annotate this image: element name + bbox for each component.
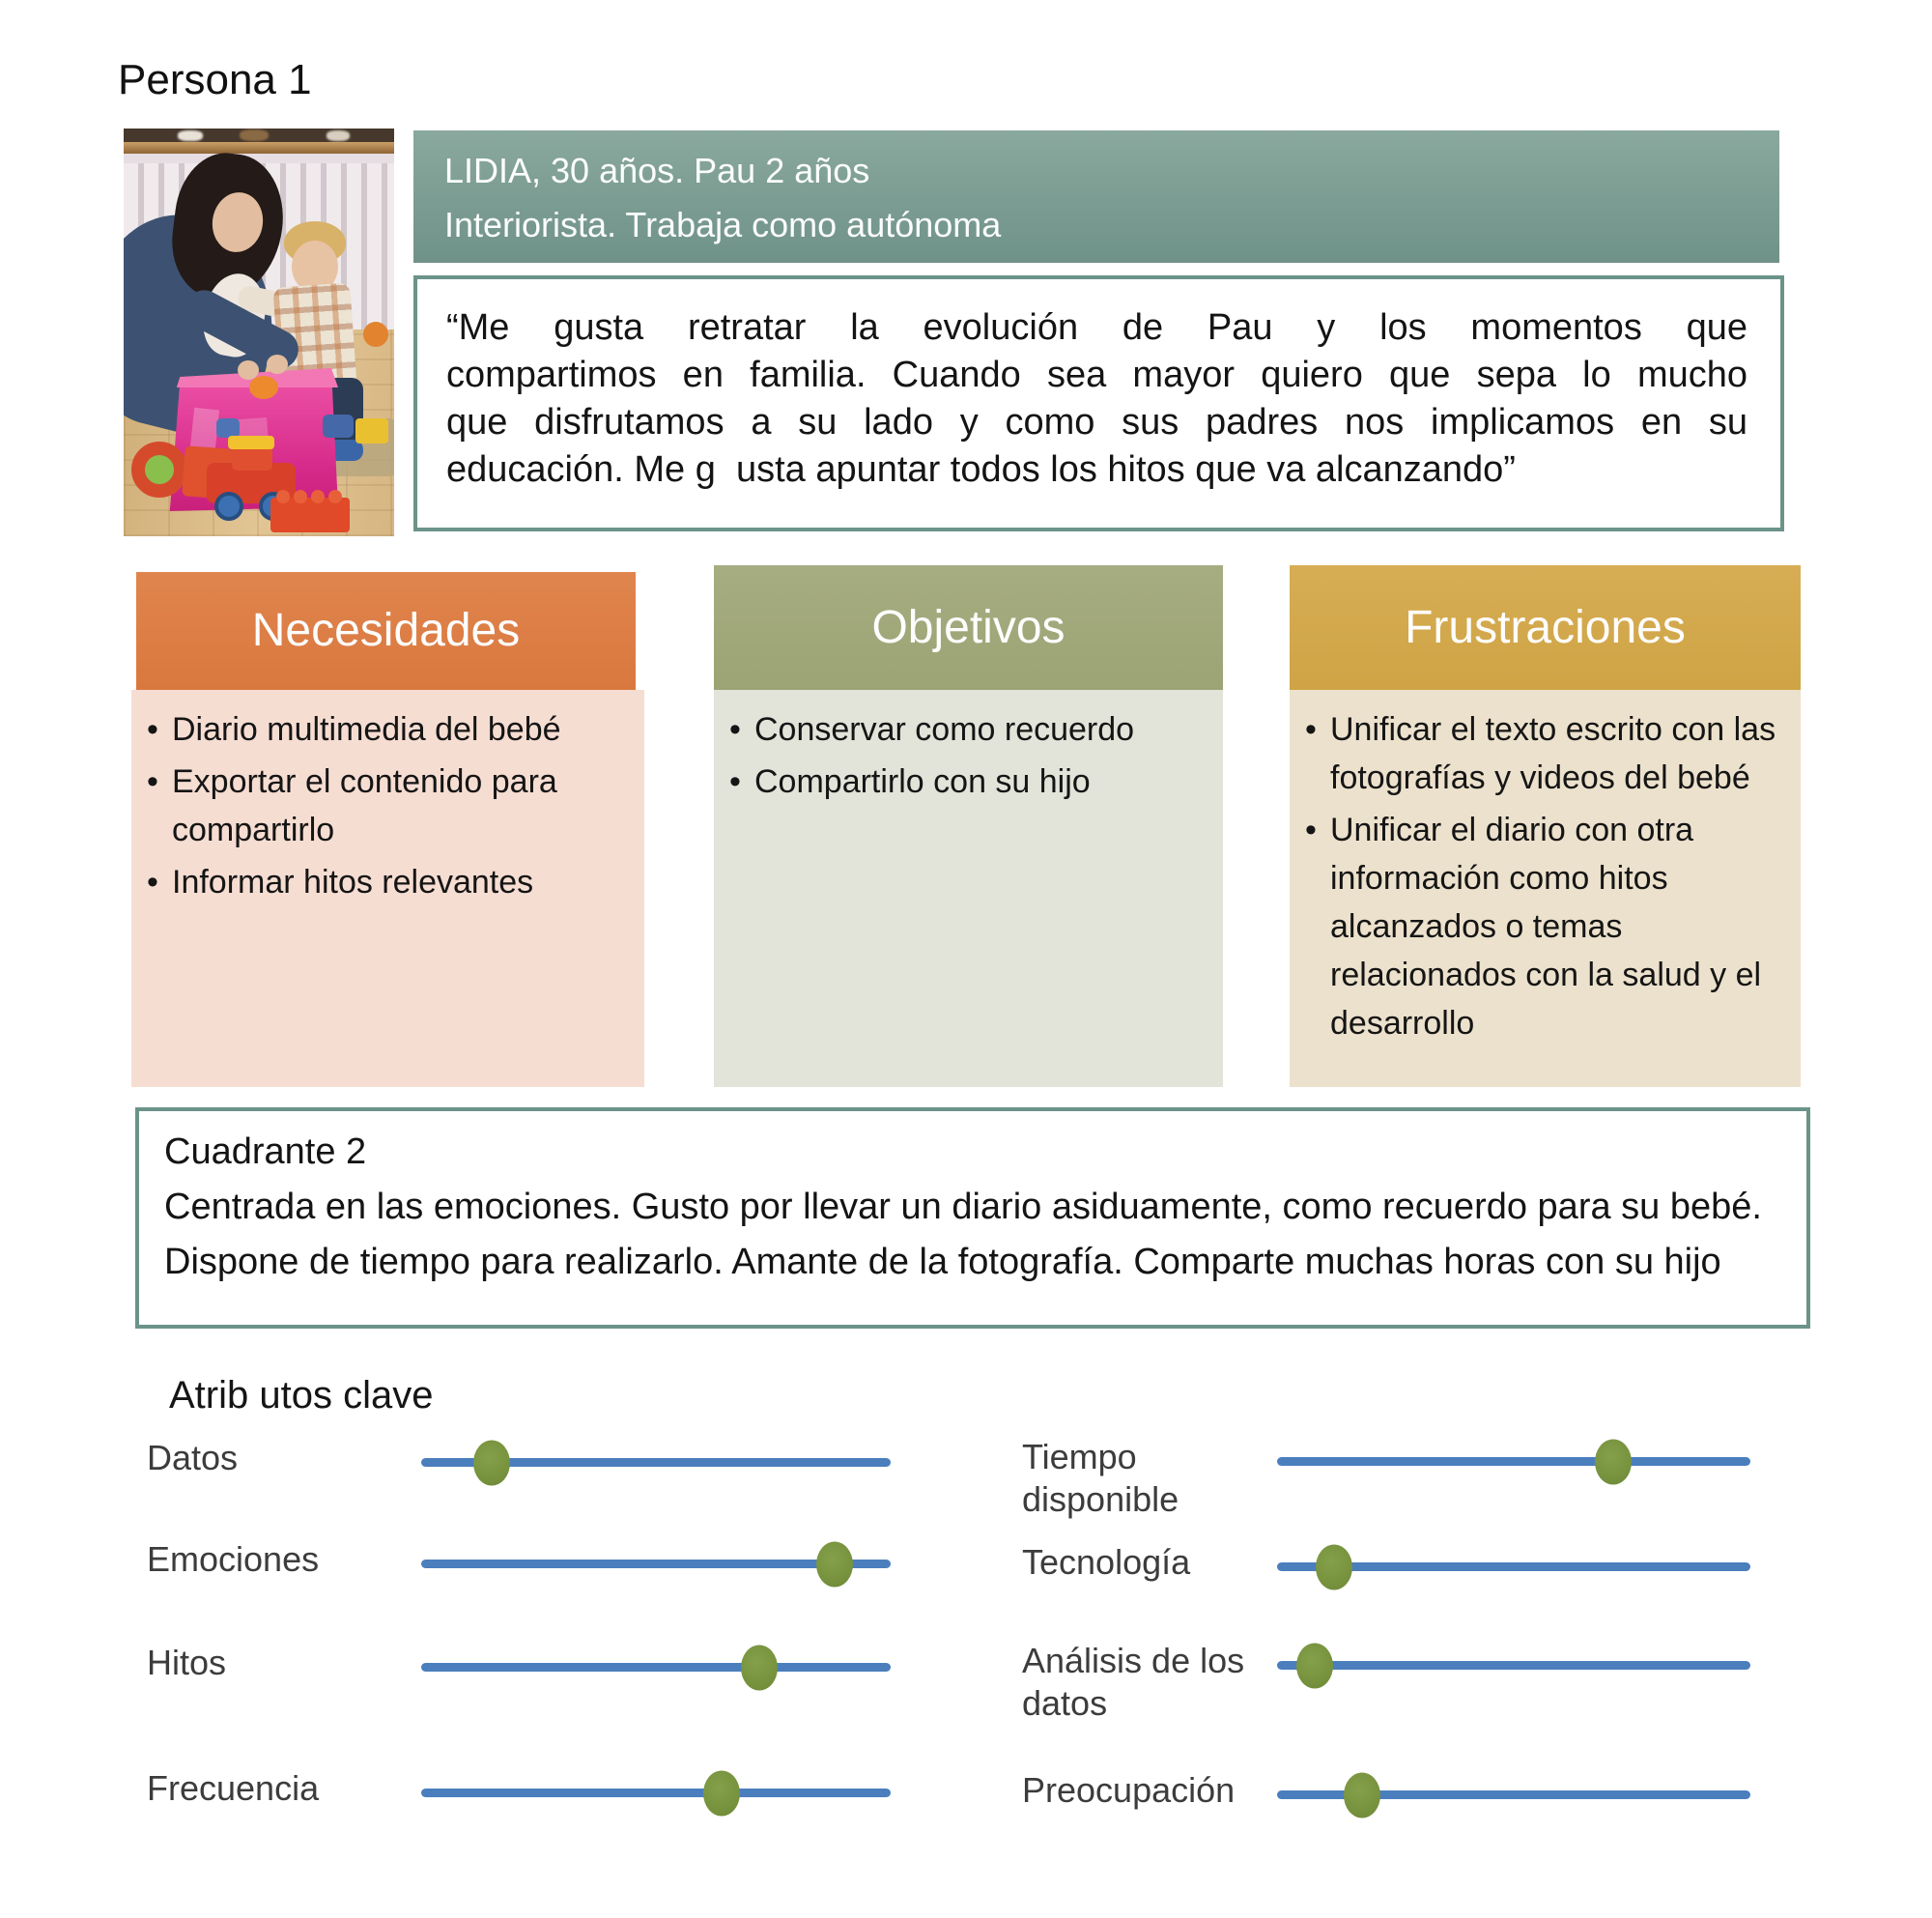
quadrant-box xyxy=(135,1107,1810,1329)
slider-track xyxy=(421,1560,891,1568)
list-item: • Exportar el contenido para compartirlo xyxy=(147,758,633,854)
slider-track xyxy=(1277,1562,1750,1571)
slider-track xyxy=(421,1458,891,1467)
photo-shape xyxy=(327,130,350,141)
attributes-title: Atrib utos clave xyxy=(169,1374,434,1417)
slider-track xyxy=(1277,1661,1750,1670)
slider-handle xyxy=(703,1770,740,1816)
slider-handle xyxy=(741,1645,778,1690)
frustrations-header xyxy=(1290,565,1801,690)
list-item: • Conservar como recuerdo xyxy=(729,705,1211,754)
slider-label: Tecnología xyxy=(1022,1542,1191,1582)
slider-label: Preocupación xyxy=(1022,1770,1236,1810)
photo-shape xyxy=(178,130,203,141)
photo-shape xyxy=(276,490,290,503)
slider-label: Datos xyxy=(147,1438,239,1477)
list-item: • Diario multimedia del bebé xyxy=(147,705,633,754)
photo-shape xyxy=(328,490,342,503)
photo-shape xyxy=(249,376,278,399)
quote-line: compartimos en familia. Cuando sea mayor quiero que sepa lo mucho xyxy=(446,355,1747,395)
goals-title: Objetivos xyxy=(871,602,1065,653)
slider-label: Hitos xyxy=(147,1643,227,1682)
identity-occupation-line: Interiorista. Trabaja como autónoma xyxy=(444,205,1002,244)
list-item: • Compartirlo con su hijo xyxy=(729,758,1211,806)
goals-header xyxy=(714,565,1223,690)
needs-header xyxy=(136,572,636,690)
slider-track xyxy=(421,1789,891,1797)
list-item: • Informar hitos relevantes xyxy=(147,858,633,906)
list-item: • Unificar el diario con otra información como hitos alcanzados o temas relacionados con la salud y el desarrollo xyxy=(1305,806,1789,1047)
slider-label: Frecuencia xyxy=(147,1768,320,1808)
slider-label: Tiempo disponible xyxy=(1022,1437,1179,1519)
quote-line: educación. Me g usta apuntar todos los hitos que va alcanzando” xyxy=(446,449,1516,490)
frustrations-body xyxy=(1290,690,1801,1087)
slider-handle xyxy=(1344,1772,1380,1818)
slider-handle xyxy=(816,1541,853,1587)
photo-shape xyxy=(355,418,388,444)
photo-shape xyxy=(216,418,240,438)
slider-handle xyxy=(1316,1544,1352,1589)
slider-handle xyxy=(473,1440,510,1485)
persona-photo xyxy=(124,129,394,536)
slider-label: Análisis de los datos xyxy=(1022,1641,1245,1723)
slider-track xyxy=(421,1663,891,1672)
page-title: Persona 1 xyxy=(118,56,312,103)
slider-track xyxy=(1277,1457,1750,1466)
goals-body xyxy=(714,690,1223,1087)
photo-shape xyxy=(228,436,274,449)
quote-line: “Me gusta retratar la evolución de Pau y los momentos que xyxy=(446,307,1747,348)
slider-handle xyxy=(1595,1439,1632,1484)
needs-body xyxy=(131,690,644,1087)
slider-track xyxy=(1277,1790,1750,1799)
photo-shape xyxy=(294,490,307,503)
quadrant-title: Cuadrante 2 xyxy=(164,1131,367,1172)
slider-handle xyxy=(1296,1643,1333,1688)
quote-box xyxy=(413,275,1784,531)
photo-shape xyxy=(323,415,354,438)
identity-name-line: LIDIA, 30 años. Pau 2 años xyxy=(444,151,870,190)
photo-shape xyxy=(240,129,269,141)
photo-shape xyxy=(267,355,288,374)
identity-header xyxy=(413,130,1779,263)
photo-shape xyxy=(363,322,388,347)
photo-shape xyxy=(131,442,187,498)
frustrations-title: Frustraciones xyxy=(1405,602,1686,653)
needs-title: Necesidades xyxy=(251,605,521,656)
photo-shape xyxy=(214,492,243,521)
photo-shape xyxy=(311,490,325,503)
list-item: • Unificar el texto escrito con las fotografías y videos del bebé xyxy=(1305,705,1789,802)
quadrant-description: Centrada en las emociones. Gusto por llevar un diario asiduamente, como recuerdo para su bebé. Dispone de tiempo para realizarlo. Amante de la fotografía. Comparte muchas horas con su hijo xyxy=(164,1187,1762,1282)
quote-line: que disfrutamos a su lado y como sus padres nos implicamos en su xyxy=(446,402,1747,443)
photo-shape xyxy=(124,142,394,154)
slider-label: Emociones xyxy=(147,1539,320,1579)
